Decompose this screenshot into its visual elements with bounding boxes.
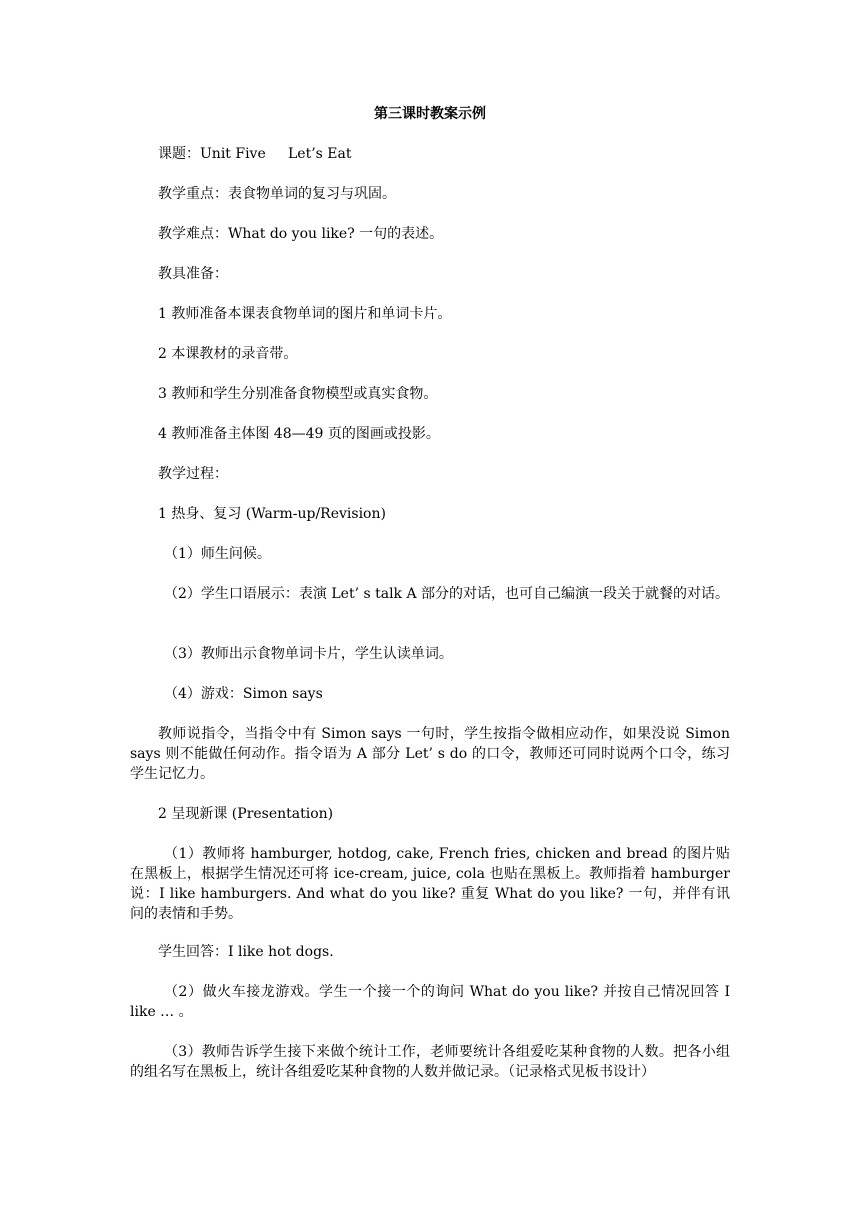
step2-paragraph: （3）教师告诉学生接下来做个统计工作，老师要统计各组爱吃某种食物的人数。把各小组的组名写在黑板上，统计各组爱吃某种食物的人数并做记录。（记录格式见板书设计） — [130, 1044, 730, 1080]
step1-item: （1）师生问候。 — [164, 546, 271, 562]
step1-item: （4）游戏：Simon says — [164, 686, 323, 702]
difficulty-line: 教学难点：What do you like? 一句的表述。 — [158, 226, 444, 242]
prep-item: 1 教师准备本课表食物单词的图片和单词卡片。 — [158, 306, 452, 322]
step2-answer: 学生回答：I like hot dogs. — [158, 944, 334, 960]
step1-heading: 1 热身、复习 (Warm-up/Revision) — [158, 506, 386, 522]
topic-line: 课题：Unit Five Let’s Eat — [158, 146, 352, 162]
prep-heading: 教具准备： — [158, 266, 228, 282]
process-heading: 教学过程： — [158, 466, 228, 482]
page-title: 第三课时教案示例 — [374, 106, 486, 122]
step2-paragraph: （2）做火车接龙游戏。学生一个接一个的询问 What do you like? 并按自己情况回答 I like … 。 — [130, 984, 735, 1020]
prep-item: 2 本课教材的录音带。 — [158, 346, 298, 362]
step2-paragraph: （1）教师将 hamburger, hotdog, cake, French fries, chicken and bread 的图片贴在黑板上，根据学生情况还可将 ice-cream, juice, cola 也贴在黑板上。教师指着 hamburger 说：I like hamburgers. And what do you like? 重复 What do you like? 一句，并伴有讯问的表情和手势。 — [130, 846, 735, 922]
step1-item: （3）教师出示食物单词卡片，学生认读单词。 — [164, 646, 453, 662]
prep-item: 3 教师和学生分别准备食物模型或真实食物。 — [158, 386, 438, 402]
prep-item: 4 教师准备主体图 48—49 页的图画或投影。 — [158, 426, 440, 442]
step2-heading: 2 呈现新课 (Presentation) — [158, 806, 334, 822]
simon-says-paragraph: 教师说指令，当指令中有 Simon says 一句时，学生按指令做相应动作，如果没说 Simon says 则不能做任何动作。指令语为 A 部分 Let’ s do 的口令，教师还可同时说两个口令，练习学生记忆力。 — [130, 726, 735, 782]
step1-item: （2）学生口语展示：表演 Let’ s talk A 部分的对话，也可自己编演一段关于就餐的对话。 — [164, 586, 730, 602]
key-point-line: 教学重点：表食物单词的复习与巩固。 — [158, 186, 396, 202]
